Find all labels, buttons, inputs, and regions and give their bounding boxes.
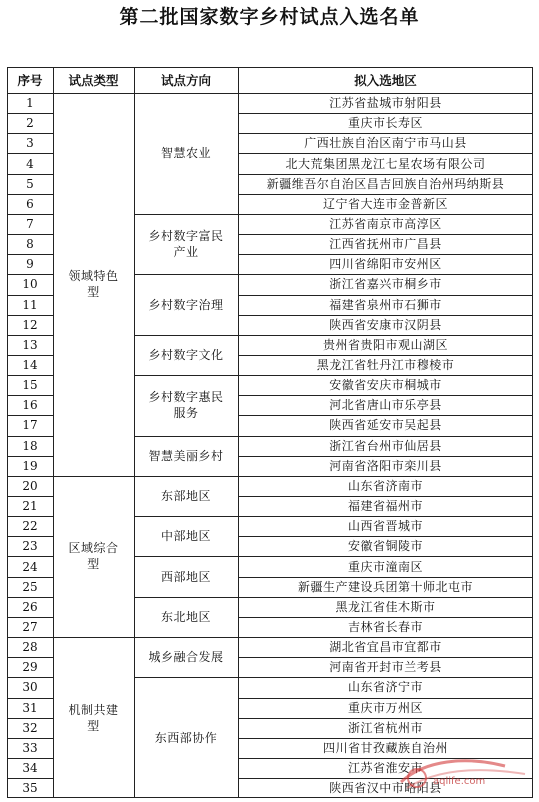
direction-cell: 中部地区 (160, 529, 211, 544)
pilot-list-table (7, 67, 533, 798)
row-divider (7, 234, 53, 235)
row-divider (7, 153, 53, 154)
row-divider (238, 677, 533, 678)
row-index: 10 (22, 277, 38, 292)
row-index: 35 (22, 781, 38, 796)
region-cell: 辽宁省大连市金普新区 (322, 196, 448, 211)
row-index: 7 (26, 216, 34, 231)
row-divider (7, 254, 53, 255)
type-cell: 领域特色型 (68, 269, 119, 300)
row-divider (7, 335, 53, 336)
header-type: 试点类型 (68, 73, 119, 88)
region-cell: 陕西省汉中市略阳县 (329, 781, 442, 796)
row-index: 3 (26, 136, 34, 151)
column-divider (134, 67, 135, 798)
row-divider (7, 677, 53, 678)
row-divider (238, 758, 533, 759)
region-cell: 河南省洛阳市栾川县 (329, 458, 442, 473)
row-index: 21 (22, 499, 38, 514)
row-divider (238, 375, 533, 376)
direction-divider (134, 677, 238, 678)
direction-divider (134, 556, 238, 557)
direction-divider (134, 214, 238, 215)
row-index: 26 (22, 599, 38, 614)
direction-cell: 东西部协作 (154, 730, 218, 745)
column-divider (238, 67, 239, 798)
row-divider (7, 738, 53, 739)
watermark-text: aqlife.com (433, 776, 486, 787)
row-index: 5 (26, 176, 34, 191)
region-cell: 河北省唐山市乐亭县 (329, 398, 442, 413)
region-cell: 吉林省长春市 (347, 619, 423, 634)
region-cell: 浙江省杭州市 (347, 720, 423, 735)
direction-cell: 城乡融合发展 (148, 650, 224, 665)
row-divider (7, 778, 53, 779)
row-divider (238, 496, 533, 497)
row-divider (238, 516, 533, 517)
region-cell: 安徽省铜陵市 (347, 539, 423, 554)
region-cell: 浙江省台州市仙居县 (329, 438, 442, 453)
row-divider (7, 375, 53, 376)
region-cell: 江苏省盐城市射阳县 (329, 96, 442, 111)
row-index: 6 (26, 196, 34, 211)
region-cell: 山东省济宁市 (347, 680, 423, 695)
header-divider (7, 93, 533, 94)
row-divider (7, 395, 53, 396)
region-cell: 新疆生产建设兵团第十师北屯市 (297, 579, 473, 594)
row-divider (238, 295, 533, 296)
row-divider (7, 295, 53, 296)
row-divider (238, 556, 533, 557)
region-cell: 重庆市长寿区 (347, 116, 423, 131)
row-divider (7, 536, 53, 537)
row-divider (7, 577, 53, 578)
row-index: 22 (22, 519, 38, 534)
table-border-bottom (7, 797, 533, 798)
region-cell: 陕西省延安市吴起县 (329, 418, 442, 433)
row-divider (7, 516, 53, 517)
region-cell: 贵州省贵阳市观山湖区 (322, 337, 448, 352)
row-divider (238, 335, 533, 336)
row-divider (238, 718, 533, 719)
region-cell: 浙江省嘉兴市桐乡市 (329, 277, 442, 292)
header-region: 拟入选地区 (354, 73, 417, 88)
row-index: 25 (22, 579, 38, 594)
row-divider (238, 476, 533, 477)
row-divider (7, 113, 53, 114)
row-divider (7, 274, 53, 275)
direction-cell: 乡村数字惠民服务 (148, 390, 224, 421)
row-index: 8 (26, 237, 34, 252)
row-divider (7, 133, 53, 134)
type-cell: 区域综合型 (68, 541, 119, 572)
row-index: 20 (22, 478, 38, 493)
row-divider (7, 556, 53, 557)
direction-cell: 智慧美丽乡村 (148, 448, 224, 463)
row-divider (7, 315, 53, 316)
row-index: 33 (22, 740, 38, 755)
row-index: 15 (22, 378, 38, 393)
direction-divider (134, 637, 238, 638)
row-index: 30 (22, 680, 38, 695)
row-divider (238, 577, 533, 578)
row-divider (238, 133, 533, 134)
region-cell: 黑龙江省牡丹江市穆棱市 (316, 358, 455, 372)
table-border-top (7, 67, 533, 68)
row-divider (238, 738, 533, 739)
row-divider (238, 194, 533, 195)
row-divider (238, 617, 533, 618)
row-index: 29 (22, 660, 38, 675)
region-cell: 安徽省安庆市桐城市 (329, 378, 442, 393)
type-cell: 机制共建型 (68, 702, 119, 733)
row-divider (238, 274, 533, 275)
direction-cell: 智慧农业 (160, 146, 211, 161)
region-cell: 山西省晋城市 (347, 519, 423, 534)
row-divider (7, 194, 53, 195)
table-border-left (7, 67, 8, 798)
row-divider (7, 758, 53, 759)
row-index: 24 (22, 559, 38, 574)
row-index: 4 (26, 156, 34, 171)
region-cell: 重庆市万州区 (347, 700, 423, 715)
direction-divider (134, 516, 238, 517)
row-divider (7, 637, 53, 638)
direction-divider (134, 274, 238, 275)
direction-divider (134, 436, 238, 437)
region-cell: 江苏省南京市高淳区 (329, 216, 442, 231)
row-divider (238, 254, 533, 255)
region-cell: 陕西省安康市汉阴县 (329, 317, 442, 332)
row-index: 23 (22, 539, 38, 554)
header-direction: 试点方向 (160, 73, 211, 88)
row-divider (7, 174, 53, 175)
direction-divider (134, 375, 238, 376)
direction-cell: 东北地区 (160, 609, 211, 624)
row-divider (7, 657, 53, 658)
header-index: 序号 (17, 73, 43, 88)
region-cell: 江苏省淮安市 (347, 761, 423, 775)
row-index: 12 (22, 317, 38, 332)
region-cell: 山东省济南市 (347, 478, 423, 493)
row-divider (238, 355, 533, 356)
row-divider (7, 597, 53, 598)
region-cell: 四川省甘孜藏族自治州 (322, 740, 448, 755)
row-divider (238, 153, 533, 154)
row-index: 16 (22, 398, 38, 413)
region-cell: 新疆维吾尔自治区昌吉回族自治州玛纳斯县 (266, 176, 505, 191)
row-divider (238, 597, 533, 598)
row-index: 14 (22, 358, 38, 372)
region-cell: 广西壮族自治区南宁市马山县 (304, 136, 467, 151)
row-divider (238, 214, 533, 215)
direction-cell: 乡村数字治理 (148, 297, 224, 312)
row-index: 34 (22, 761, 38, 775)
row-divider (7, 476, 53, 477)
region-cell: 四川省绵阳市安州区 (329, 257, 442, 272)
row-index: 31 (22, 700, 38, 715)
row-index: 27 (22, 619, 38, 634)
direction-divider (134, 597, 238, 598)
row-divider (7, 456, 53, 457)
row-index: 17 (22, 418, 38, 433)
row-index: 28 (22, 640, 38, 655)
region-cell: 江西省抚州市广昌县 (329, 237, 442, 252)
row-index: 13 (22, 337, 38, 352)
row-divider (238, 113, 533, 114)
direction-cell: 乡村数字富民产业 (148, 229, 224, 260)
region-cell: 黑龙江省佳木斯市 (335, 599, 436, 614)
direction-cell: 东部地区 (160, 488, 211, 503)
row-index: 9 (26, 257, 34, 272)
row-index: 1 (26, 96, 34, 111)
region-cell: 福建省福州市 (347, 499, 423, 514)
row-divider (238, 657, 533, 658)
direction-cell: 乡村数字文化 (148, 347, 224, 362)
region-cell: 北大荒集团黑龙江七星农场有限公司 (285, 156, 486, 171)
region-cell: 重庆市潼南区 (347, 559, 423, 574)
column-divider (53, 67, 54, 798)
row-divider (238, 637, 533, 638)
row-divider (7, 355, 53, 356)
direction-cell: 西部地区 (160, 569, 211, 584)
region-cell: 河南省开封市兰考县 (329, 660, 442, 675)
direction-divider (134, 335, 238, 336)
row-index: 2 (26, 116, 34, 131)
row-index: 32 (22, 720, 38, 735)
page-title: 第二批国家数字乡村试点入选名单 (119, 6, 420, 28)
row-divider (238, 415, 533, 416)
row-divider (238, 536, 533, 537)
row-divider (238, 436, 533, 437)
row-divider (238, 395, 533, 396)
row-divider (238, 315, 533, 316)
row-divider (7, 436, 53, 437)
row-divider (238, 456, 533, 457)
row-divider (238, 778, 533, 779)
row-divider (7, 718, 53, 719)
row-divider (7, 214, 53, 215)
row-divider (238, 174, 533, 175)
row-index: 18 (22, 438, 38, 453)
row-index: 19 (22, 458, 38, 473)
direction-divider (134, 476, 238, 477)
row-divider (7, 698, 53, 699)
row-divider (7, 415, 53, 416)
row-divider (238, 234, 533, 235)
table-border-right (532, 67, 533, 798)
row-divider (7, 617, 53, 618)
row-divider (238, 698, 533, 699)
region-cell: 湖北省宜昌市宜都市 (329, 640, 442, 655)
region-cell: 福建省泉州市石狮市 (329, 297, 442, 312)
row-divider (7, 496, 53, 497)
row-index: 11 (22, 297, 38, 312)
